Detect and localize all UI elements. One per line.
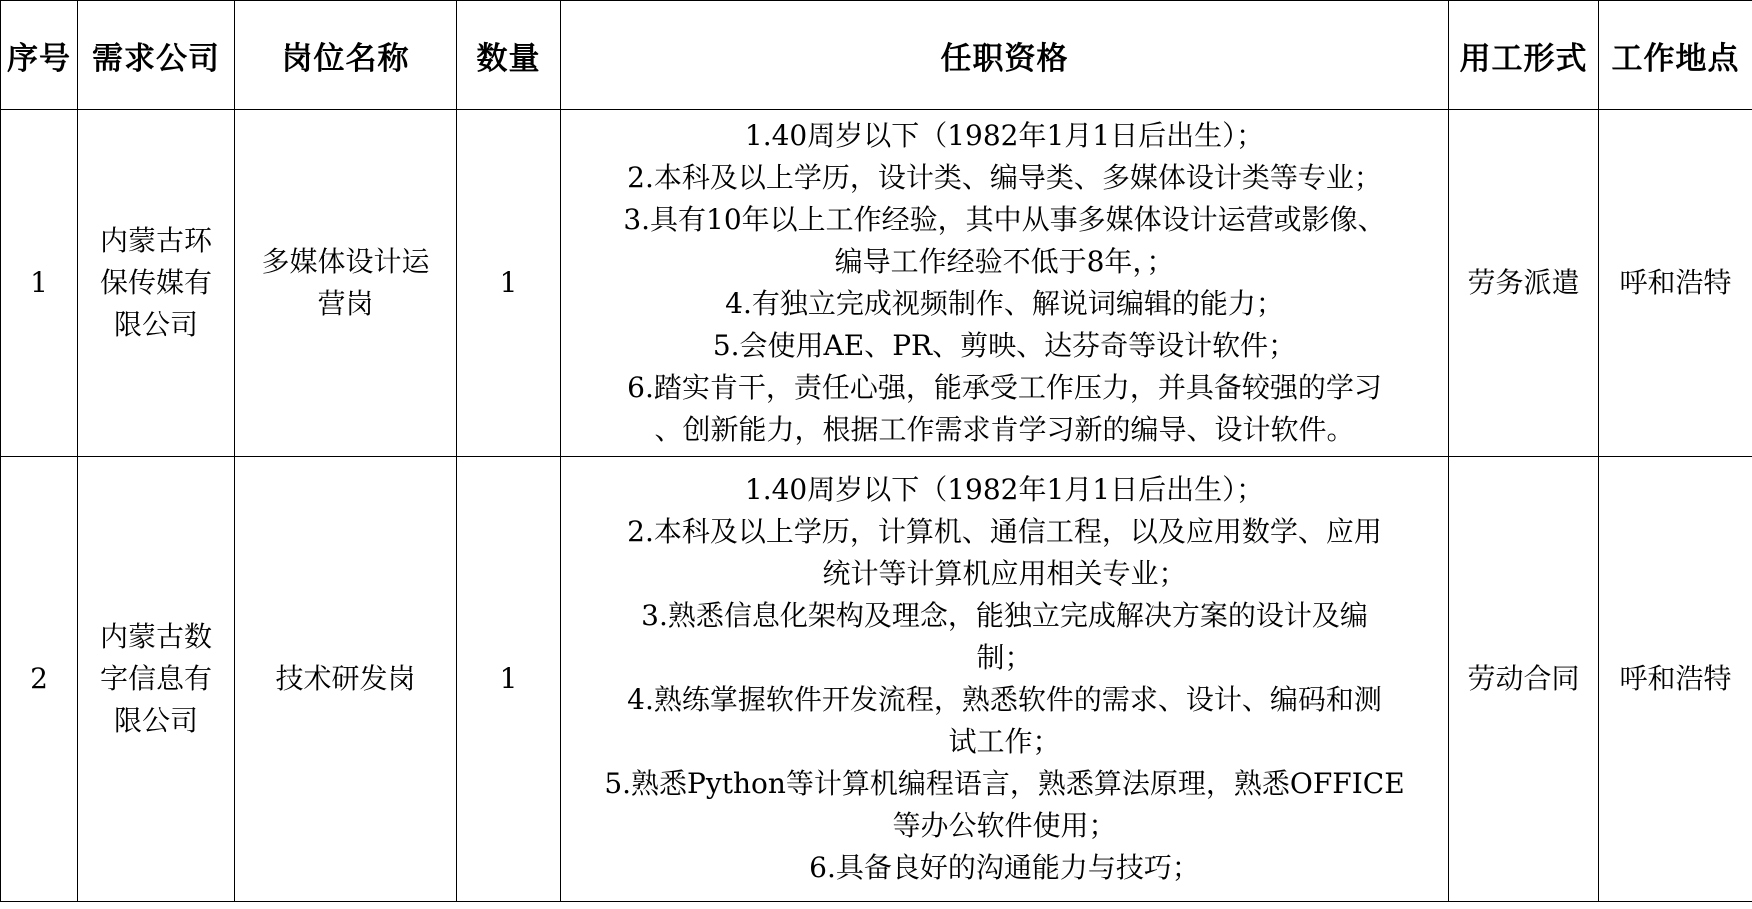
qualification-line: 1.40周岁以下（1982年1月1日后出生）； [744,119,1265,152]
row-number: 2 [1,457,78,902]
table-row [1,457,1752,902]
qualifications-cell [561,457,1449,902]
qualification-line: 5.会使用AE、PR、剪映、达芬奇等设计软件； [712,329,1297,362]
employment-type-cell: 劳动合同 [1449,457,1599,902]
count-cell: 1 [457,457,561,902]
position-line: 技术研发岗 [275,662,416,695]
company-cell [78,457,235,902]
qualification-line: 2.本科及以上学历，设计类、编导类、多媒体设计类等专业； [627,161,1382,194]
company-line: 保传媒有 [99,266,212,299]
header-company: 需求公司 [78,1,235,110]
company-cell [78,110,235,457]
company-line: 字信息有 [99,662,212,695]
qualification-line: 、创新能力，根据工作需求肯学习新的编导、设计软件。 [654,413,1355,446]
qualification-line: 4.有独立完成视频制作、解说词编辑的能力； [725,287,1284,320]
qualification-line: 3.具有10年以上工作经验，其中从事多媒体设计运营或影像、 [623,203,1386,236]
qualification-line: 3.熟悉信息化架构及理念，能独立完成解决方案的设计及编 [641,599,1368,632]
position-cell [235,110,457,457]
company-line: 限公司 [113,308,198,341]
qualification-line: 2.本科及以上学历，计算机、通信工程，以及应用数学、应用 [627,515,1382,548]
qualification-line: 6.踏实肯干，责任心强，能承受工作压力，并具备较强的学习 [627,371,1382,404]
qualification-line: 试工作； [948,725,1061,758]
header-count: 数量 [457,1,561,110]
position-line: 营岗 [317,287,374,320]
location-cell: 呼和浩特 [1599,110,1752,457]
qualification-line: 制； [976,641,1033,674]
count-cell: 1 [457,110,561,457]
header-employment-type: 用工形式 [1449,1,1599,110]
table-row [1,110,1752,457]
header-location: 工作地点 [1599,1,1752,110]
qualification-line: 4.熟练掌握软件开发流程，熟悉软件的需求、设计、编码和测 [627,683,1382,716]
header-position: 岗位名称 [235,1,457,110]
company-line: 内蒙古数 [99,620,212,653]
company-line: 限公司 [113,704,198,737]
qualification-line: 1.40周岁以下（1982年1月1日后出生）； [744,473,1265,506]
header-row [1,1,1752,110]
qualification-line: 6.具备良好的沟通能力与技巧； [809,851,1200,884]
qualification-line: 5.熟悉Python等计算机编程语言，熟悉算法原理，熟悉OFFICE [604,767,1405,800]
location-cell: 呼和浩特 [1599,457,1752,902]
header-qualifications: 任职资格 [561,1,1449,110]
row-number: 1 [1,110,78,457]
qualification-line: 统计等计算机应用相关专业； [822,557,1187,590]
qualification-line: 编导工作经验不低于8年，； [834,245,1175,278]
position-cell [235,457,457,902]
company-line: 内蒙古环 [99,224,212,257]
header-no: 序号 [1,1,78,110]
employment-type-cell: 劳务派遣 [1449,110,1599,457]
position-line: 多媒体设计运 [261,245,430,278]
qualification-line: 等办公软件使用； [892,809,1117,842]
qualifications-cell [561,110,1449,457]
